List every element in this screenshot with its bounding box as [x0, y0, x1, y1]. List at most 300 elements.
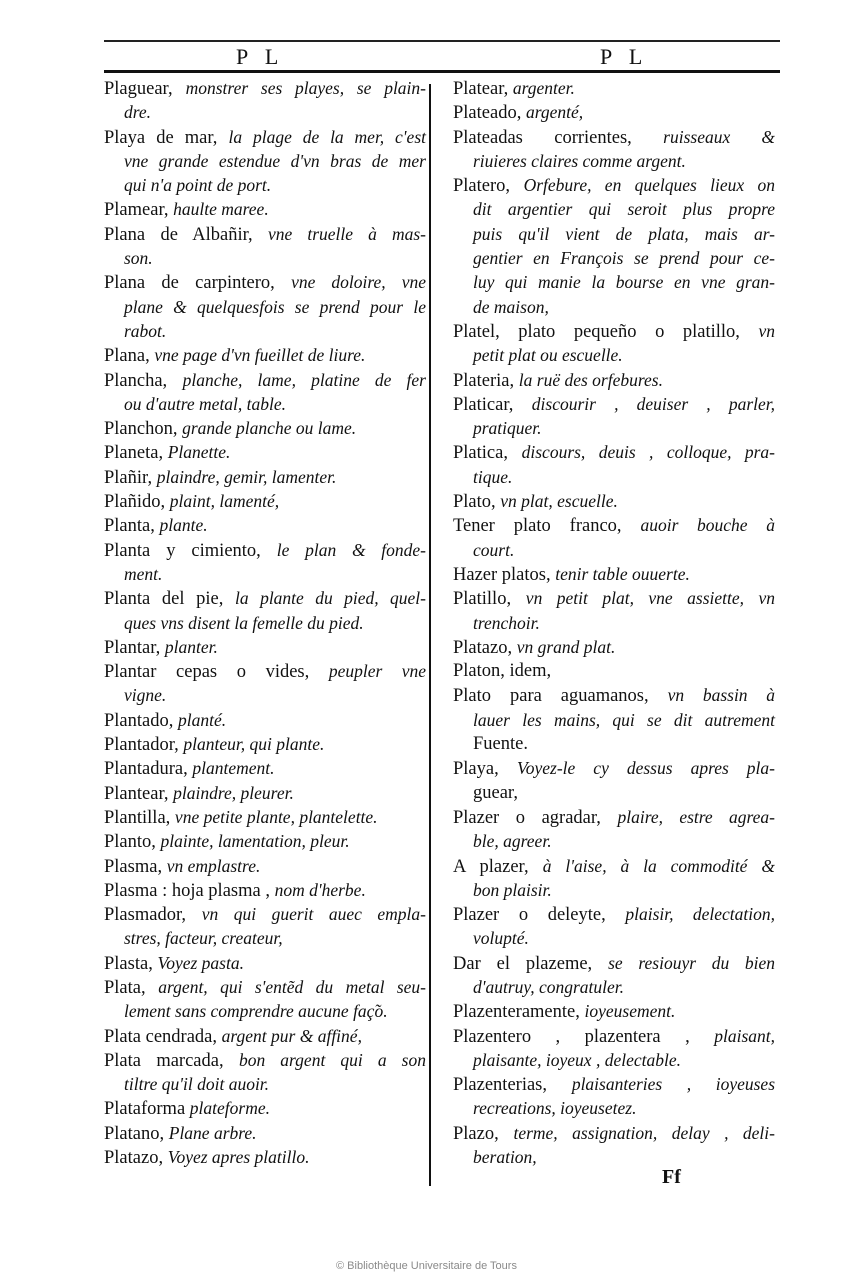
entry-continuation-line	[104, 683, 426, 707]
definition: à l'aise, à la commodité &	[542, 855, 775, 876]
entry-line	[453, 683, 775, 707]
definition: lauer les mains, qui se dit autrement	[473, 709, 775, 730]
definition: luy qui manie la bourse en vne gran-	[473, 272, 775, 293]
dictionary-entry	[104, 1121, 426, 1145]
entry-line	[104, 878, 426, 902]
definition: terme, assignation, delay , deli-	[513, 1122, 775, 1143]
entry-continuation-line	[453, 781, 775, 805]
definition: plateforme.	[189, 1098, 270, 1119]
definition: plaisanteries , ioyeuses	[571, 1074, 776, 1095]
headword: Plantador,	[104, 735, 184, 756]
definition: ble, agreer.	[473, 831, 552, 852]
entry-line	[104, 368, 426, 392]
entry-line	[453, 100, 775, 124]
headword: Plateado,	[453, 103, 526, 124]
entry-continuation-line	[104, 392, 426, 416]
headword: Plana de Albañir,	[104, 224, 268, 245]
definition: vne page d'vn fueillet de liure.	[154, 345, 366, 366]
entry-line	[104, 708, 426, 732]
definition: puis qu'il vient de plata, mais ar-	[473, 223, 775, 244]
definition: vne petite plante, plantelette.	[174, 806, 378, 827]
definition: tenir table ouuerte.	[555, 563, 690, 584]
dictionary-entry	[453, 173, 775, 319]
headword: Platear,	[453, 79, 513, 99]
entry-line	[104, 270, 426, 294]
definition: plainte, lamentation, pleur.	[160, 831, 350, 852]
headword: Platel, plato pequeño o platillo,	[453, 321, 759, 342]
dictionary-entry	[104, 416, 426, 440]
definition: plaisante, ioyeux , delectable.	[473, 1049, 681, 1070]
headword: Plazenteramente,	[453, 1002, 585, 1023]
definition: planteur, qui plante.	[183, 734, 325, 755]
dictionary-entry	[453, 999, 775, 1023]
definition: planté.	[178, 709, 227, 730]
headword: Plantear,	[104, 783, 174, 804]
headword: Plamear,	[104, 200, 174, 221]
dictionary-entry	[104, 1048, 426, 1097]
headword: Plato para aguamanos,	[453, 686, 668, 707]
headword: Planta del pie,	[104, 589, 236, 610]
entry-line	[104, 659, 426, 683]
dictionary-entry	[104, 878, 426, 902]
dictionary-entry	[104, 1145, 426, 1169]
headword: Plancha,	[104, 370, 183, 391]
dictionary-entry	[104, 756, 426, 780]
definition: beration,	[473, 1147, 537, 1168]
definition: de maison,	[473, 296, 549, 317]
entry-line	[453, 319, 775, 343]
definition: plante.	[159, 515, 208, 536]
definition: dre.	[124, 102, 152, 123]
entry-line	[453, 562, 775, 586]
entry-line	[104, 513, 426, 537]
headword: Plata cendrada,	[104, 1026, 222, 1047]
dictionary-entry	[104, 659, 426, 708]
definition: court.	[473, 539, 515, 560]
definition: la plage de la mer, c'est	[228, 126, 426, 147]
entry-continuation-line	[453, 878, 775, 902]
dictionary-entry	[453, 756, 775, 805]
header-rule	[104, 70, 780, 73]
headword: Plana de carpintero,	[104, 273, 292, 294]
definition: plantement.	[192, 758, 275, 779]
entry-line	[453, 854, 775, 878]
definition: plaire, estre agrea-	[617, 806, 775, 827]
definition: la ruë des orfebures.	[518, 369, 663, 390]
dictionary-entry	[453, 902, 775, 951]
definition: argenté,	[525, 102, 584, 123]
definition: vn emplastre.	[166, 855, 261, 876]
definition: bon plaisir.	[473, 879, 552, 900]
headword: Platillo,	[453, 589, 526, 610]
definition: ques vns disent la femelle du pied.	[124, 612, 364, 633]
dictionary-entry	[453, 100, 775, 124]
headword: Plantar cepas o vides,	[104, 662, 329, 683]
headword: Plazenterias,	[453, 1075, 572, 1096]
entry-continuation-line	[104, 295, 426, 319]
headword: Playa de mar,	[104, 127, 229, 148]
definition: planter.	[164, 636, 218, 657]
entry-line	[104, 465, 426, 489]
dictionary-entry	[104, 440, 426, 464]
dictionary-entry	[104, 708, 426, 732]
dictionary-entry	[453, 125, 775, 174]
headword: Plaguear,	[104, 79, 186, 99]
entry-continuation-line	[453, 708, 775, 732]
entry-line	[104, 343, 426, 367]
dictionary-entry	[453, 440, 775, 489]
entry-line	[104, 586, 426, 610]
dictionary-entry	[104, 368, 426, 417]
dictionary-entry	[104, 732, 426, 756]
entry-continuation-line	[104, 926, 426, 950]
headword: Platano,	[104, 1123, 169, 1144]
definition: discours, deuis , colloque, pra-	[521, 442, 775, 463]
definition: discourir , deuiser , parler,	[531, 393, 776, 414]
dictionary-entry	[453, 1121, 775, 1170]
running-head-left: P L	[236, 44, 285, 69]
headword: Plantar,	[104, 637, 165, 658]
headword: Plataforma	[104, 1099, 190, 1120]
headword: Platicar,	[453, 394, 532, 415]
entry-line	[453, 805, 775, 829]
entry-line	[453, 125, 775, 149]
definition: se resiouyr du bien	[608, 952, 775, 973]
entry-line	[453, 489, 775, 513]
entry-continuation-line	[104, 173, 426, 197]
definition: grande planche ou lame.	[182, 418, 357, 439]
definition: plaisant,	[714, 1025, 775, 1046]
headword: Planta,	[104, 516, 160, 537]
definition: vn	[758, 320, 775, 341]
dictionary-entry	[453, 635, 775, 659]
entry-line	[104, 1096, 426, 1120]
headword: Platica,	[453, 443, 522, 464]
headword: Playa,	[453, 759, 517, 780]
dictionary-entry	[104, 805, 426, 829]
definition: petit plat ou escuelle.	[473, 345, 623, 366]
dictionary-entry	[453, 683, 775, 756]
definition: tiltre qu'il doit auoir.	[124, 1074, 270, 1095]
dictionary-entry	[453, 854, 775, 903]
entry-line	[104, 489, 426, 513]
dictionary-entry	[104, 635, 426, 659]
definition: Orfebure, en quelques lieux on	[523, 175, 775, 196]
dictionary-entry	[104, 343, 426, 367]
definition: argent pur & affiné,	[221, 1025, 362, 1046]
headword: Plasma : hoja plasma ,	[104, 880, 275, 901]
entry-line	[453, 1121, 775, 1145]
entry-continuation-line	[453, 732, 775, 756]
definition: Voyez-le cy dessus apres pla-	[517, 758, 776, 779]
entry-continuation-line	[453, 149, 775, 173]
dictionary-entry	[453, 586, 775, 635]
dictionary-entry	[453, 805, 775, 854]
entry-line	[453, 392, 775, 416]
dictionary-entry	[453, 513, 775, 562]
definition: monstrer ses playes, se plain-	[185, 78, 426, 98]
headword: Plazer o deleyte,	[453, 905, 626, 926]
entry-line	[453, 440, 775, 464]
dictionary-entry	[453, 319, 775, 368]
entry-line	[453, 659, 775, 683]
headword: Platero,	[453, 176, 524, 197]
headword: Planeta,	[104, 443, 168, 464]
dictionary-entry	[453, 368, 775, 392]
entry-line	[453, 1024, 775, 1048]
entry-line	[104, 222, 426, 246]
definition: peupler vne	[328, 661, 426, 682]
entry-line	[104, 1121, 426, 1145]
entry-line	[104, 829, 426, 853]
headword: Planchon,	[104, 419, 183, 440]
definition: le plan & fonde-	[276, 539, 426, 560]
dictionary-entry	[104, 1096, 426, 1120]
headword: Plañido,	[104, 492, 170, 513]
dictionary-entry	[104, 76, 426, 125]
entry-line	[453, 368, 775, 392]
definition: plaisir, delectation,	[625, 904, 775, 925]
entry-line	[104, 125, 426, 149]
definition: dit argentier qui seroit plus propre	[473, 199, 775, 220]
definition: vne grande estendue d'vn bras de mer	[124, 150, 426, 171]
headword: Plata,	[104, 977, 159, 998]
definition: vne doloire, vne	[291, 272, 426, 293]
definition: d'autruy, congratuler.	[473, 976, 625, 997]
entry-line	[104, 781, 426, 805]
running-head-right: P L	[600, 44, 649, 69]
dictionary-entry	[104, 975, 426, 1024]
headword: Fuente.	[473, 734, 528, 755]
entry-line	[453, 76, 775, 100]
entry-line	[104, 416, 426, 440]
dictionary-entry	[453, 562, 775, 586]
dictionary-entry	[104, 489, 426, 513]
headword: Plato,	[453, 492, 501, 513]
definition: vne truelle à mas-	[267, 223, 426, 244]
entry-line	[104, 975, 426, 999]
entry-line	[104, 805, 426, 829]
dictionary-entry	[453, 951, 775, 1000]
dictionary-entry	[453, 392, 775, 441]
definition: haulte maree.	[173, 199, 269, 220]
definition: la plante du pied, quel-	[235, 588, 426, 609]
headword: Plazo,	[453, 1123, 514, 1144]
entry-line	[104, 538, 426, 562]
entry-line	[104, 1024, 426, 1048]
definition: vn bassin à	[667, 685, 776, 706]
headword: Planto,	[104, 832, 161, 853]
entry-line	[453, 173, 775, 197]
definition: lement sans comprendre aucune faç̃o.	[124, 1001, 388, 1022]
entry-continuation-line	[453, 222, 775, 246]
entry-continuation-line	[104, 1072, 426, 1096]
definition: auoir bouche à	[640, 515, 775, 536]
dictionary-entry	[453, 1072, 775, 1121]
entry-line	[104, 635, 426, 659]
dictionary-entry	[104, 829, 426, 853]
definition: argenter.	[512, 78, 575, 98]
definition: plaindre, gemir, lamenter.	[156, 466, 337, 487]
entry-continuation-line	[104, 562, 426, 586]
entry-line	[104, 76, 426, 100]
column-divider	[429, 84, 431, 1186]
entry-continuation-line	[104, 999, 426, 1023]
definition: ruisseaux &	[663, 126, 775, 147]
definition: plane & quelquesfois se prend pour le	[124, 296, 426, 317]
entry-line	[104, 197, 426, 221]
definition: vigne.	[124, 685, 167, 706]
headword: Planta y cimiento,	[104, 540, 277, 561]
definition: ou d'autre metal, table.	[124, 393, 287, 414]
dictionary-entry	[104, 222, 426, 271]
entry-line	[453, 1072, 775, 1096]
entry-continuation-line	[453, 1096, 775, 1120]
entry-continuation-line	[453, 1048, 775, 1072]
headword: Plazer o agradar,	[453, 807, 618, 828]
definition: son.	[124, 248, 153, 269]
entry-continuation-line	[453, 270, 775, 294]
headword: Platazo,	[453, 637, 517, 658]
headword: A plazer,	[453, 856, 543, 877]
headword: Plantadura,	[104, 759, 193, 780]
entry-continuation-line	[104, 319, 426, 343]
dictionary-entry	[104, 902, 426, 951]
headword: Platazo,	[104, 1148, 168, 1169]
entry-continuation-line	[104, 246, 426, 270]
entry-continuation-line	[453, 1145, 775, 1169]
entry-continuation-line	[453, 465, 775, 489]
headword: Plasma,	[104, 856, 167, 877]
entry-continuation-line	[453, 197, 775, 221]
headword: Plana,	[104, 346, 155, 367]
definition: plaint, lamenté,	[169, 491, 280, 512]
dictionary-entry	[104, 197, 426, 221]
entry-continuation-line	[104, 149, 426, 173]
definition: Plane arbre.	[168, 1122, 257, 1143]
entry-line	[453, 756, 775, 780]
entry-continuation-line	[453, 829, 775, 853]
entry-continuation-line	[453, 926, 775, 950]
definition: bon argent qui a son	[238, 1049, 426, 1070]
dictionary-entry	[104, 125, 426, 198]
headword: Dar el plazeme,	[453, 953, 609, 974]
dictionary-entry	[453, 1024, 775, 1073]
entry-continuation-line	[104, 611, 426, 635]
entry-line	[453, 951, 775, 975]
entry-continuation-line	[453, 343, 775, 367]
headword: Plasta,	[104, 953, 158, 974]
definition: vn qui guerit auec empla-	[201, 904, 426, 925]
definition: vn petit plat, vne assiette, vn	[525, 588, 776, 609]
entry-continuation-line	[453, 538, 775, 562]
entry-line	[104, 1048, 426, 1072]
definition: riuieres claires comme argent.	[473, 150, 686, 171]
entry-line	[104, 732, 426, 756]
definition: Planette.	[167, 442, 231, 463]
entry-line	[453, 635, 775, 659]
copyright-footer: © Bibliothèque Universitaire de Tours	[336, 1260, 517, 1272]
entry-continuation-line	[453, 246, 775, 270]
headword: Plazentero , plazentera ,	[453, 1026, 715, 1047]
entry-continuation-line	[453, 975, 775, 999]
headword: Hazer platos,	[453, 564, 556, 585]
dictionary-entry	[104, 951, 426, 975]
definition: ioyeusement.	[584, 1001, 676, 1022]
definition: qui n'a point de port.	[124, 175, 272, 196]
entry-continuation-line	[453, 416, 775, 440]
definition: recreations, ioyeusetez.	[473, 1098, 637, 1119]
entry-line	[104, 902, 426, 926]
entry-line	[453, 902, 775, 926]
definition: nom d'herbe.	[274, 879, 366, 900]
dictionary-entry	[104, 854, 426, 878]
definition: stres, facteur, createur,	[124, 928, 283, 949]
entry-line	[453, 586, 775, 610]
headword: Plateadas corrientes,	[453, 127, 664, 148]
headword: Plantilla,	[104, 807, 175, 828]
right-column	[453, 76, 775, 1169]
headword: Tener plato franco,	[453, 516, 641, 537]
dictionary-entry	[104, 781, 426, 805]
definition: vn plat, escuelle.	[500, 491, 618, 512]
entry-line	[104, 1145, 426, 1169]
definition: ment.	[124, 563, 163, 584]
headword: Plantado,	[104, 710, 178, 731]
definition: trenchoir.	[473, 612, 540, 633]
dictionary-entry	[104, 1024, 426, 1048]
dictionary-entry	[104, 465, 426, 489]
definition: vn grand plat.	[516, 636, 616, 657]
headword: Plasmador,	[104, 905, 202, 926]
dictionary-entry	[104, 586, 426, 635]
dictionary-entry	[453, 489, 775, 513]
definition: tique.	[473, 466, 513, 487]
definition: argent, qui s'entẽd du metal seu-	[158, 976, 426, 997]
entry-line	[104, 440, 426, 464]
dictionary-entry	[453, 76, 775, 100]
entry-continuation-line	[453, 295, 775, 319]
definition: gentier en François se prend pour ce-	[473, 248, 775, 269]
definition: Voyez pasta.	[157, 952, 244, 973]
top-border-rule	[104, 40, 780, 42]
headword: Platon, idem,	[453, 661, 552, 682]
left-column	[104, 76, 426, 1169]
entry-line	[104, 854, 426, 878]
dictionary-entry	[453, 659, 775, 683]
definition: pratiquer.	[473, 418, 542, 439]
entry-continuation-line	[453, 611, 775, 635]
entry-line	[453, 999, 775, 1023]
entry-line	[104, 951, 426, 975]
dictionary-entry	[104, 538, 426, 587]
catchword: Ff	[662, 1166, 681, 1188]
entry-continuation-line	[104, 100, 426, 124]
headword: guear,	[473, 782, 518, 803]
definition: planche, lame, platine de fer	[182, 369, 426, 390]
entry-line	[453, 513, 775, 537]
dictionary-entry	[104, 270, 426, 343]
headword: Plañir,	[104, 467, 157, 488]
dictionary-entry	[104, 513, 426, 537]
headword: Plata marcada,	[104, 1050, 239, 1071]
headword: Plateria,	[453, 370, 519, 391]
definition: volupté.	[473, 928, 529, 949]
entry-line	[104, 756, 426, 780]
definition: Voyez apres platillo.	[167, 1147, 310, 1168]
definition: plaindre, pleurer.	[173, 782, 294, 803]
definition: rabot.	[124, 320, 167, 341]
